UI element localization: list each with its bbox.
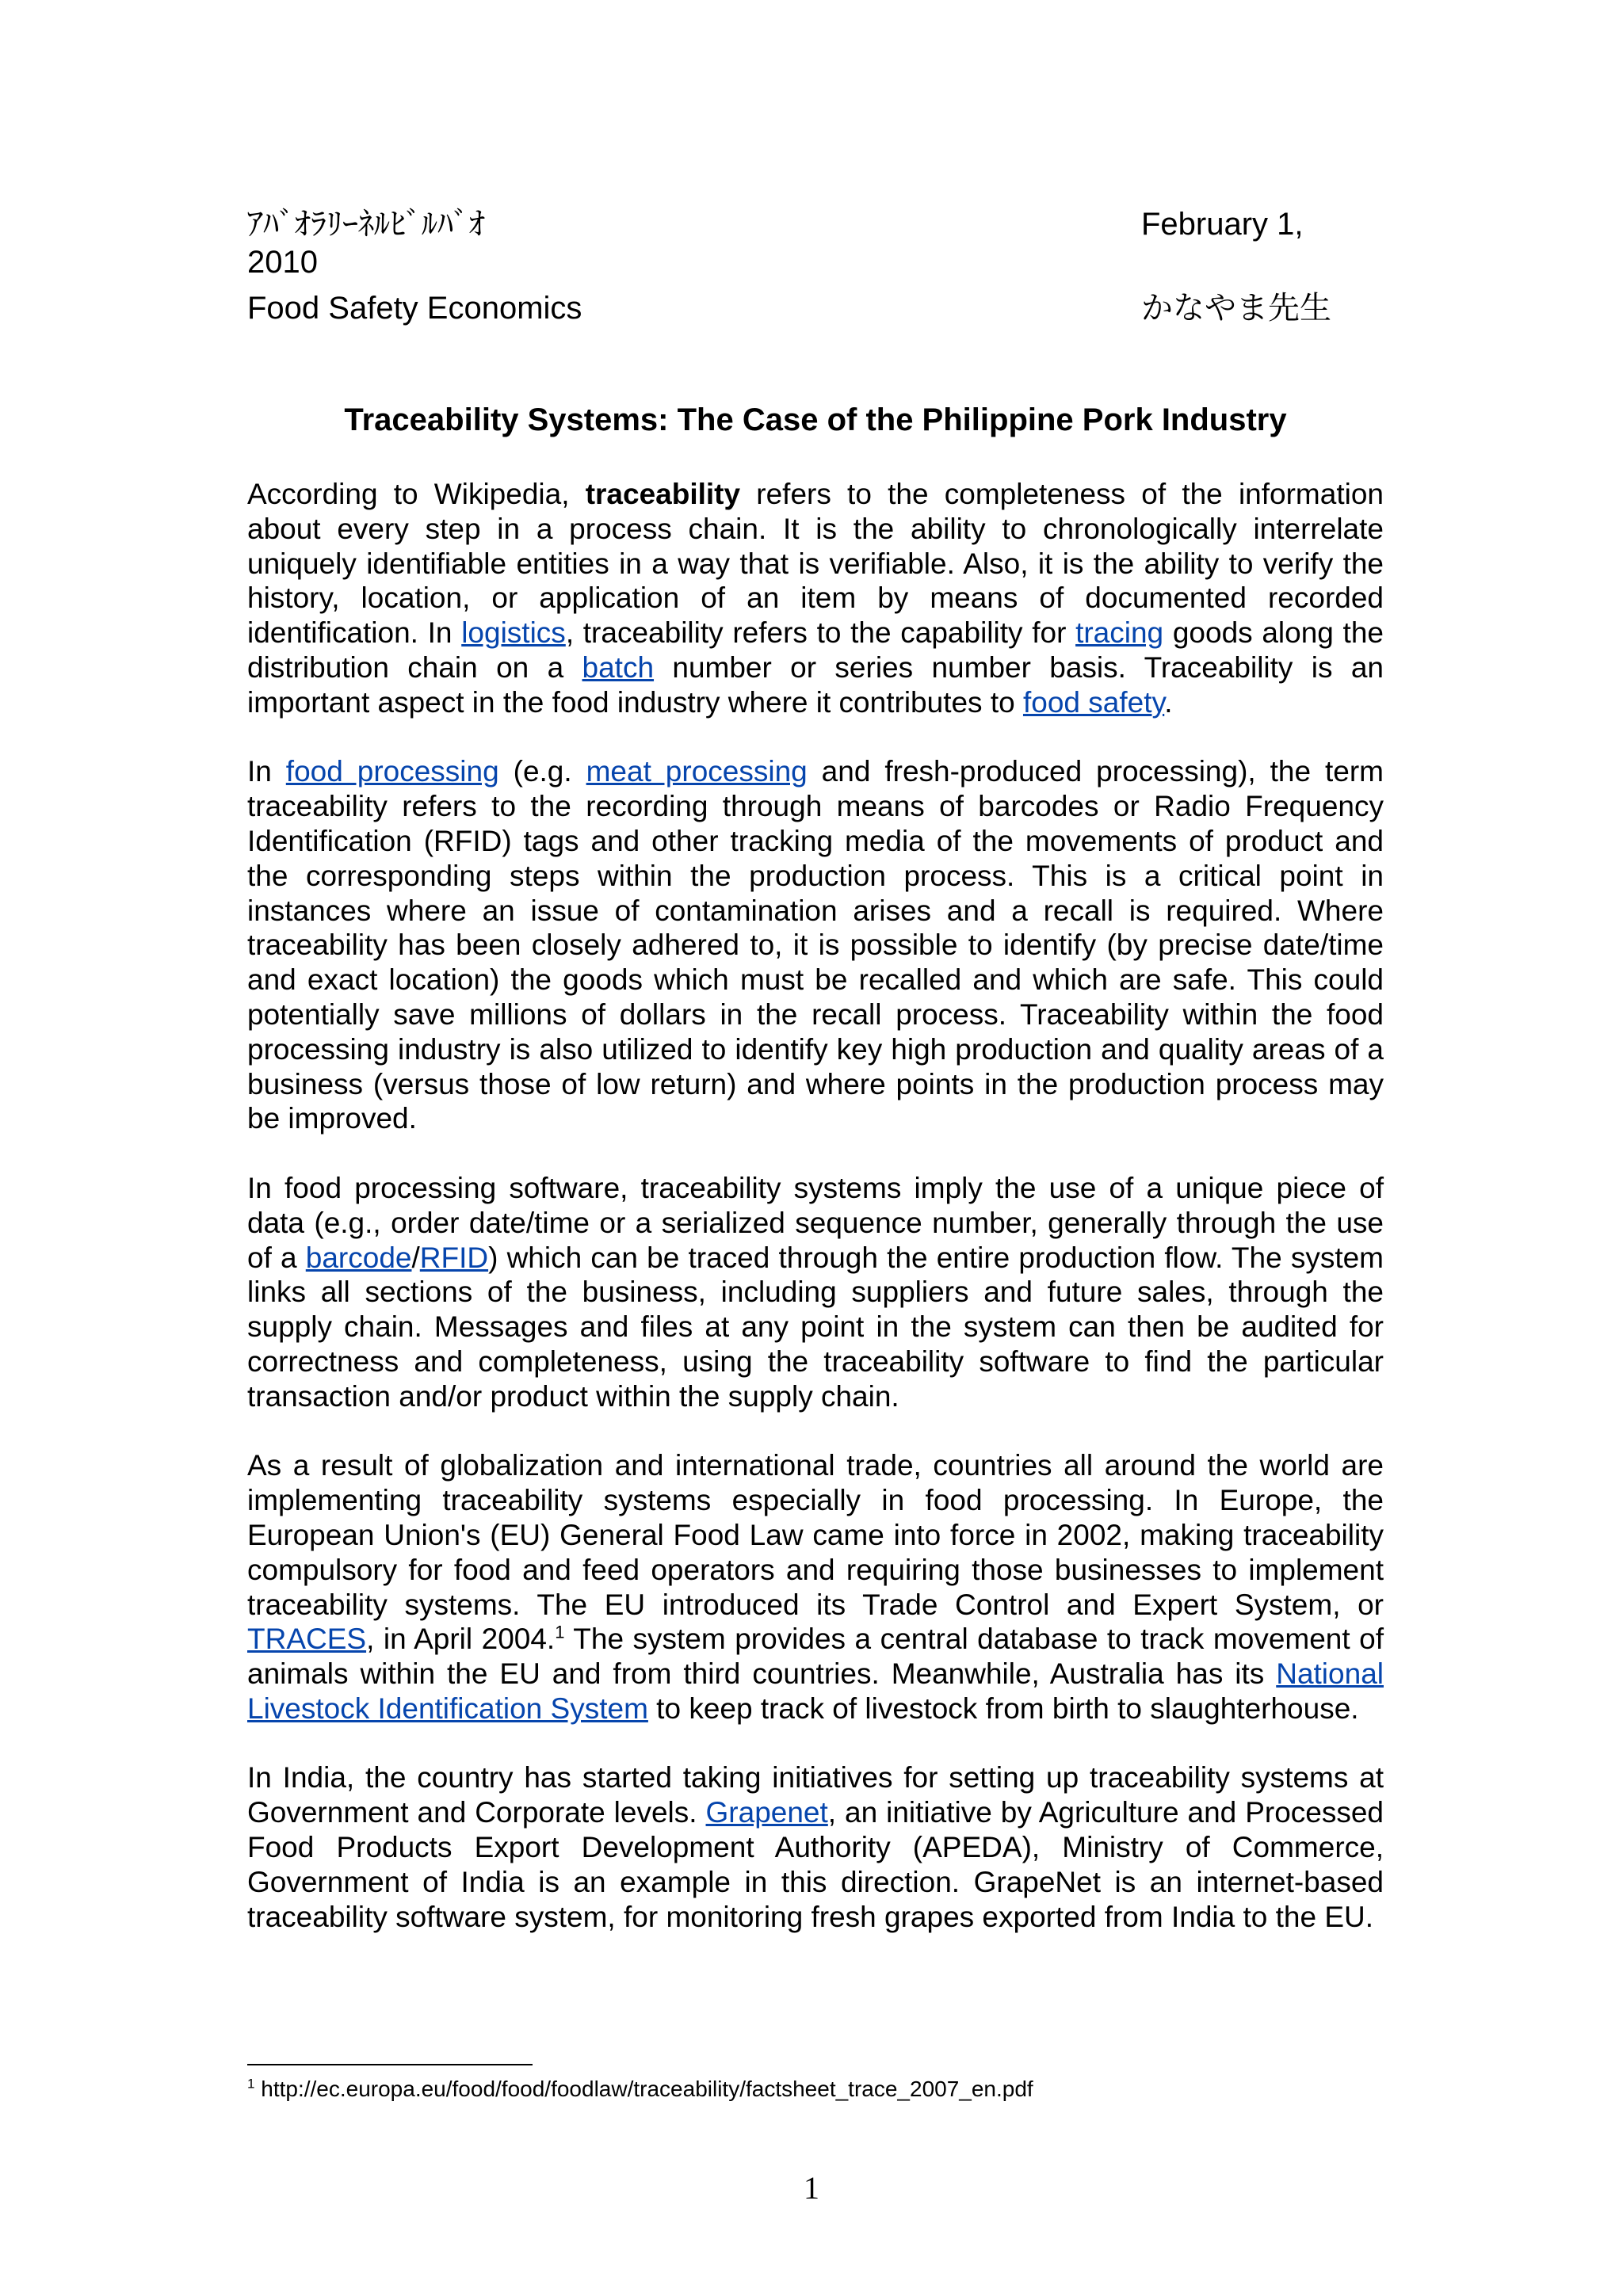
text-run: In (247, 755, 286, 788)
footnote-marker[interactable]: 1 (555, 1622, 565, 1642)
document-title: Traceability Systems: The Case of the Philippine Pork Industry (344, 402, 1287, 437)
text-run: In India, the country has started taking initiatives for setting up traceability systems at Government and Corporate levels. (247, 1761, 1384, 1829)
link-food-processing[interactable]: food processing (285, 755, 499, 788)
link-traces[interactable]: TRACES (247, 1623, 367, 1656)
course-name: Food Safety Economics (247, 291, 582, 326)
text-run: refers to the completeness of the information about every step in a process chain. It is the ability to chronologically interrelate uniquely identifiable entities in a way that is verifiable. Also, it is the ability to verify the history, location, or application of an item by means of documented recorded identification. In (247, 478, 1384, 650)
footnote-separator (247, 2064, 533, 2065)
footnote-url: http://ec.europa.eu/food/food/foodlaw/traceability/factsheet_trace_2007_en.pdf (254, 2077, 1033, 2101)
text-run: As a result of globalization and international trade, countries all around the world are implementing traceability systems especially in food processing. In Europe, the European Union's (EU) General Food Law came into force in 2002, making traceability compulsory for food and feed operators and requiring those businesses to implement traceability systems. The EU introduced its Trade Control and Expert System, or (247, 1449, 1384, 1621)
paragraph-india (247, 1760, 1384, 1934)
paragraph-software (247, 1171, 1384, 1414)
link-meat-processing[interactable]: meat processing (586, 755, 808, 788)
date-line-2: 2010 (247, 245, 318, 280)
page-number: 1 (804, 2170, 819, 2206)
footnote-number: 1 (247, 2076, 255, 2092)
link-batch[interactable]: batch (582, 650, 655, 684)
text-run: / (411, 1241, 420, 1274)
bold-term: traceability (585, 478, 741, 510)
text-run: . (1164, 685, 1173, 719)
student-name: ｱﾊﾞｵﾗﾘｰﾈﾙﾋﾞﾙﾊﾞｵ (247, 207, 485, 242)
text-run: (e.g. (498, 755, 586, 788)
paragraph-definition (247, 477, 1384, 720)
link-logistics[interactable]: logistics (461, 616, 566, 650)
professor-name: かなやま先生 (1141, 291, 1331, 326)
date-line-1: February 1, (1141, 207, 1304, 242)
footnote (247, 2076, 1033, 2103)
text-run: goods along the distribution chain on a (247, 616, 1384, 684)
text-run: number or series number basis. Traceability is an important aspect in the food industry where it contributes to (247, 650, 1384, 719)
text-run: , traceability refers to the capability for (565, 616, 1076, 650)
text-run: , an initiative by Agriculture and Processed Food Products Export Development Authority (APEDA), Ministry of Commerce, Government of India is an example in this direction. GrapeNet is an internet-based traceability software system, for monitoring fresh grapes exported from India to the EU. (247, 1796, 1384, 1933)
text-run: ) which can be traced through the entire production flow. The system links all sections of the business, including suppliers and future sales, through the supply chain. Messages and files at any point in the system can then be audited for correctness and completeness, using the traceability software to find the particular transaction and/or product within the supply chain. (247, 1241, 1384, 1413)
text-run: to keep track of livestock from birth to slaughterhouse. (647, 1691, 1359, 1725)
document-body (247, 477, 1384, 1969)
link-barcode[interactable]: barcode (305, 1241, 412, 1274)
paragraph-globalization (247, 1448, 1384, 1726)
text-run: , in April 2004. (366, 1623, 556, 1656)
link-grapenet[interactable]: Grapenet (705, 1796, 828, 1829)
text-run: The system provides a central database to track movement of animals within the EU and from third countries. Meanwhile, Australia has its (247, 1623, 1384, 1691)
link-tracing[interactable]: tracing (1075, 616, 1164, 650)
text-run: In food processing software, traceability systems imply the use of a unique piece of data (e.g., order date/time or a serialized sequence number, generally through the use of a (247, 1171, 1384, 1274)
text-run: According to Wikipedia, (247, 478, 586, 510)
link-rfid[interactable]: RFID (419, 1241, 489, 1274)
paragraph-food-processing (247, 754, 1384, 1136)
text-run: and fresh-produced processing), the term traceability refers to the recording through means of barcodes or Radio Frequency Identification (RFID) tags and other tracking media of the movements of product and the corresponding steps within the production process. This is a critical point in instances where an issue of contamination arises and a recall is required. Where traceability has been closely adhered to, it is possible to identify (by precise date/time and exact location) the goods which must be recalled and which are safe. This could potentially save millions of dollars in the recall process. Traceability within the food processing industry is also utilized to identify key high production and quality areas of a business (versus those of low return) and where points in the production process may be improved. (247, 755, 1384, 1135)
link-food-safety[interactable]: food safety (1022, 685, 1165, 719)
link-nlis[interactable]: National Livestock Identification System (247, 1657, 1384, 1725)
